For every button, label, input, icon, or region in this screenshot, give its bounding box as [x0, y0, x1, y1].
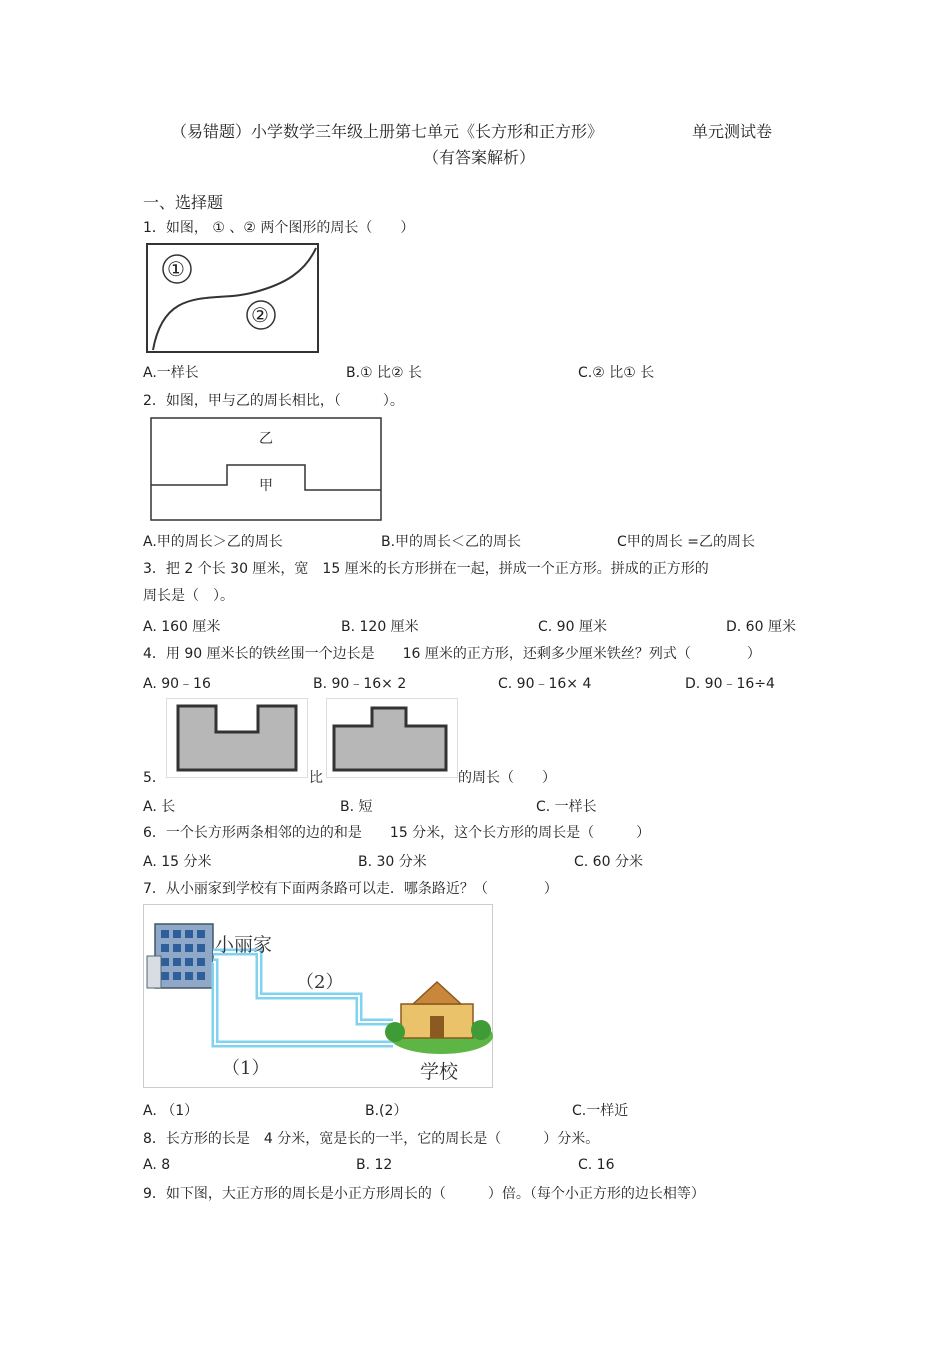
question-5-compare: 比 [309, 770, 323, 786]
question-5-number: 5． [143, 770, 166, 786]
figure-label-yi: 乙 [259, 431, 273, 447]
q3-option-d[interactable]: D. 60 厘米 [726, 619, 796, 635]
question-5-figure-right [326, 698, 458, 778]
q3-option-a[interactable]: A. 160 厘米 [143, 619, 221, 635]
q4-option-d[interactable]: D. 90﹣16÷4 [685, 676, 775, 692]
q6-option-a[interactable]: A. 15 分米 [143, 854, 212, 870]
label-school: 学校 [420, 1061, 459, 1083]
figure-label-2: ② [251, 303, 269, 327]
q1-option-b[interactable]: B.① 比② 长 [346, 365, 423, 381]
q2-option-a[interactable]: A.甲的周长＞乙的周长 [143, 534, 283, 550]
q4-option-b[interactable]: B. 90﹣16× 2 [313, 676, 407, 692]
q5-option-a[interactable]: A. 长 [143, 799, 176, 815]
question-2-stem: 2．如图，甲与乙的周长相比，（ ）。 [143, 393, 404, 409]
q4-option-c[interactable]: C. 90﹣16× 4 [498, 676, 592, 692]
question-3-stem: 3．把 2 个长 30 厘米，宽 15 厘米的长方形拼在一起，拼成一个正方形。拼成的正方形的 [143, 561, 709, 577]
q6-option-c[interactable]: C. 60 分米 [574, 854, 643, 870]
q8-option-c[interactable]: C. 16 [578, 1157, 615, 1173]
q7-option-a[interactable]: A. （1） [143, 1103, 199, 1119]
figure-label-jia: 甲 [259, 478, 273, 494]
question-6-stem: 6．一个长方形两条相邻的边的和是 15 分米，这个长方形的周长是（ ） [143, 825, 651, 841]
question-7-stem: 7．从小丽家到学校有下面两条路可以走．哪条路近？（ ） [143, 881, 558, 897]
q3-option-c[interactable]: C. 90 厘米 [538, 619, 607, 635]
page-title: （易错题）小学数学三年级上册第七单元《长方形和正方形》 [171, 122, 604, 141]
label-route-2: （2） [296, 972, 344, 993]
question-9-stem: 9．如下图，大正方形的周长是小正方形周长的（ ）倍。（每个小正方形的边长相等） [143, 1186, 705, 1202]
page-title-suffix: 单元测试卷 [692, 122, 773, 141]
figure-label-1: ① [167, 257, 185, 281]
q7-option-b[interactable]: B.(2） [365, 1103, 408, 1119]
q6-option-b[interactable]: B. 30 分米 [358, 854, 427, 870]
q5-option-c[interactable]: C. 一样长 [536, 799, 597, 815]
label-route-1: （1） [222, 1058, 270, 1079]
q5-option-b[interactable]: B. 短 [340, 799, 373, 815]
q1-option-c[interactable]: C.② 比① 长 [578, 365, 655, 381]
label-home: 小丽家 [215, 934, 273, 956]
question-5-figure-left [166, 698, 308, 778]
page-subtitle: （有答案解析） [423, 148, 536, 167]
q2-option-c[interactable]: C甲的周长 =乙的周长 [617, 534, 755, 550]
q8-option-a[interactable]: A. 8 [143, 1157, 171, 1173]
q4-option-a[interactable]: A. 90﹣16 [143, 676, 211, 692]
question-4-stem: 4．用 90 厘米长的铁丝围一个边长是 16 厘米的正方形，还剩多少厘米铁丝？列式（ ） [143, 646, 761, 662]
question-8-stem: 8．长方形的长是 4 分米，宽是长的一半，它的周长是（ ）分米。 [143, 1131, 600, 1147]
question-3-stem-2: 周长是（ ）。 [143, 588, 234, 604]
section-heading: 一、选择题 [143, 193, 224, 212]
question-1-stem: 1．如图， ① 、② 两个图形的周长（ ） [143, 220, 415, 236]
q8-option-b[interactable]: B. 12 [356, 1157, 393, 1173]
q1-option-a[interactable]: A.一样长 [143, 365, 199, 381]
q2-option-b[interactable]: B.甲的周长＜乙的周长 [381, 534, 522, 550]
question-5-stem: 的周长（ ） [458, 770, 556, 786]
q3-option-b[interactable]: B. 120 厘米 [341, 619, 419, 635]
q7-option-c[interactable]: C.一样近 [572, 1103, 629, 1119]
